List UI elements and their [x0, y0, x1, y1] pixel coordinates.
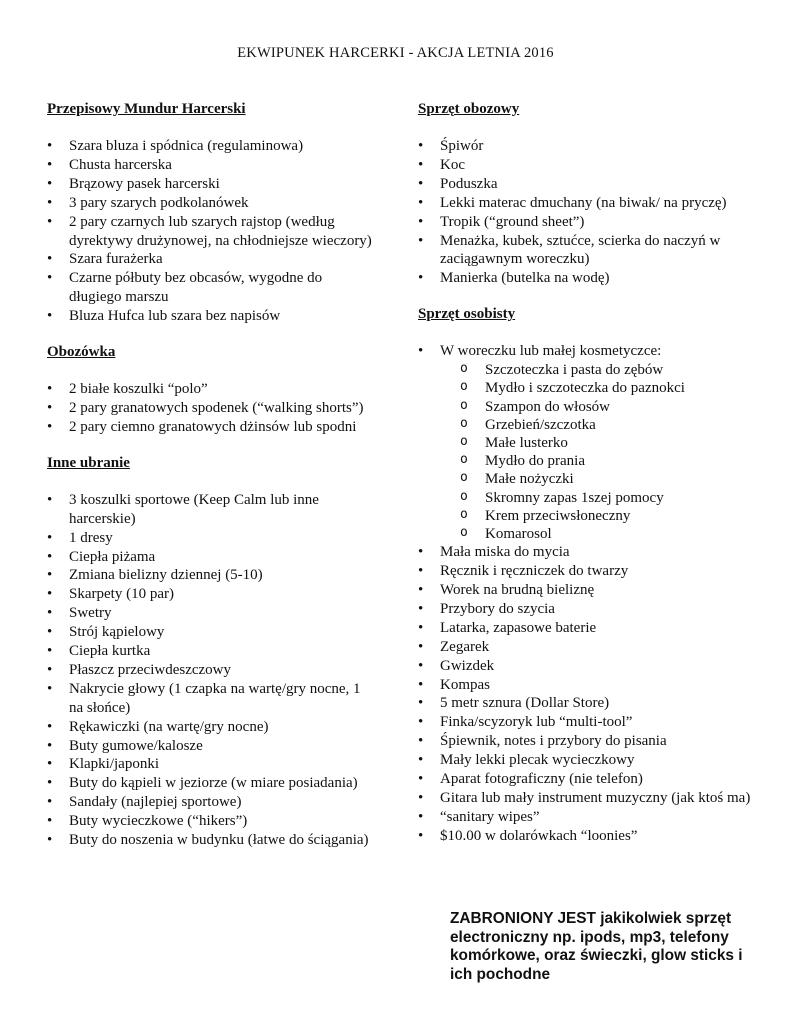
toiletry-sublist-wrap	[440, 361, 758, 543]
list-item: • Chusta harcerska	[47, 156, 377, 175]
obozowy-list	[418, 137, 758, 288]
list-item: • W woreczku lub małej kosmetyczce:	[418, 342, 758, 361]
list-item: • Sandały (najlepiej sportowe)	[47, 793, 377, 812]
list-item: • Strój kąpielowy	[47, 623, 377, 642]
sub-list-item: o Małe lusterko	[440, 434, 758, 452]
osobisty-list-continued	[418, 543, 758, 846]
list-item: • 3 koszulki sportowe (Keep Calm lub inne harcerskie)	[47, 491, 377, 529]
sub-list-item: o Szampon do włosów	[440, 398, 758, 416]
list-item: • Przybory do szycia	[418, 600, 758, 619]
list-item: • Skarpety (10 par)	[47, 585, 377, 604]
right-column	[418, 100, 758, 846]
inne-list	[47, 491, 377, 850]
list-item: • Szara bluza i spódnica (regulaminowa)	[47, 137, 377, 156]
list-item: • Śpiwór	[418, 137, 758, 156]
list-item: • Kompas	[418, 676, 758, 695]
mundur-list	[47, 137, 377, 326]
list-item: • 2 pary ciemno granatowych dżinsów lub spodni	[47, 418, 377, 437]
sub-list-item: o Mydło do prania	[440, 452, 758, 470]
list-item: • Buty wycieczkowe (“hikers”)	[47, 812, 377, 831]
list-item: • Latarka, zapasowe baterie	[418, 619, 758, 638]
list-item: • Bluza Hufca lub szara bez napisów	[47, 307, 377, 326]
list-item: • Rękawiczki (na wartę/gry nocne)	[47, 718, 377, 737]
list-item: • Mała miska do mycia	[418, 543, 758, 562]
section-heading-obozowy: Sprzęt obozowy	[418, 101, 520, 117]
list-item: • Buty do noszenia w budynku (łatwe do ściągania)	[47, 831, 377, 850]
list-item: • Finka/scyzoryk lub “multi-tool”	[418, 713, 758, 732]
list-item: • Menażka, kubek, sztućce, scierka do naczyń w zaciągawnym woreczku)	[418, 232, 758, 270]
list-item: • Swetry	[47, 604, 377, 623]
section-heading-inne: Inne ubranie	[47, 454, 130, 471]
list-item: • Lekki materac dmuchany (na biwak/ na pryczę)	[418, 194, 758, 213]
toiletry-sublist	[440, 361, 758, 543]
section-heading-obozowka: Obozówka	[47, 344, 116, 361]
sub-list-item: o Komarosol	[440, 525, 758, 543]
list-item: • Nakrycie głowy (1 czapka na wartę/gry nocne, 1 na słońce)	[47, 680, 377, 718]
list-item: • Koc	[418, 156, 758, 175]
electronics-ban-notice: ZABRONIONY JEST jakikolwiek sprzęt electroniczny np. ipods, mp3, telefony komórkowe, oraz świeczki, glow sticks i ich pochodne	[450, 910, 743, 983]
sub-list-item: o Krem przeciwsłoneczny	[440, 507, 758, 525]
list-item: • Zegarek	[418, 638, 758, 657]
list-item: • Ciepła kurtka	[47, 642, 377, 661]
list-item: • Tropik (“ground sheet”)	[418, 213, 758, 232]
list-item: • 2 pary czarnych lub szarych rajstop (według dyrektywy drużynowej, na chłodniejsze wieczory)	[47, 213, 377, 251]
sub-list-item: o Szczoteczka i pasta do zębów	[440, 361, 758, 379]
left-column	[47, 100, 377, 850]
list-item: • 1 dresy	[47, 529, 377, 548]
list-item: • Manierka (butelka na wodę)	[418, 269, 758, 288]
list-item: • Śpiewnik, notes i przybory do pisania	[418, 732, 758, 751]
list-item: • Ciepła piżama	[47, 548, 377, 567]
list-item: • Płaszcz przeciwdeszczowy	[47, 661, 377, 680]
list-item: • 2 pary granatowych spodenek (“walking shorts”)	[47, 399, 377, 418]
list-item: • Czarne półbuty bez obcasów, wygodne do długiego marszu	[47, 269, 377, 307]
list-item: • Ręcznik i ręczniczek do twarzy	[418, 562, 758, 581]
list-item: • Klapki/japonki	[47, 755, 377, 774]
list-item: • Aparat fotograficzny (nie telefon)	[418, 770, 758, 789]
section-heading-mundur: Przepisowy Mundur Harcerski	[47, 101, 246, 117]
list-item: • Mały lekki plecak wycieczkowy	[418, 751, 758, 770]
list-item: • Gwizdek	[418, 657, 758, 676]
sub-list-item: o Skromny zapas 1szej pomocy	[440, 489, 758, 507]
list-item: • Szara furażerka	[47, 250, 377, 269]
obozowka-list	[47, 380, 377, 437]
list-item: • 5 metr sznura (Dollar Store)	[418, 694, 758, 713]
list-item: • 3 pary szarych podkolanówek	[47, 194, 377, 213]
document-title: EKWIPUNEK HARCERKI - AKCJA LETNIA 2016	[237, 45, 554, 61]
list-item: • Worek na brudną bieliznę	[418, 581, 758, 600]
list-item: • Brązowy pasek harcerski	[47, 175, 377, 194]
sub-list-item: o Małe nożyczki	[440, 470, 758, 488]
list-item: • 2 białe koszulki “polo”	[47, 380, 377, 399]
list-item: • “sanitary wipes”	[418, 808, 758, 827]
list-item: • Buty do kąpieli w jeziorze (w miare posiadania)	[47, 774, 377, 793]
list-item: • Zmiana bielizny dziennej (5-10)	[47, 566, 377, 585]
section-heading-osobisty: Sprzęt osobisty	[418, 306, 516, 323]
list-item: • Buty gumowe/kalosze	[47, 737, 377, 756]
list-item: • Poduszka	[418, 175, 758, 194]
list-item: • Gitara lub mały instrument muzyczny (jak ktoś ma)	[418, 789, 758, 808]
sub-list-item: o Grzebień/szczotka	[440, 416, 758, 434]
osobisty-list	[418, 342, 758, 361]
sub-list-item: o Mydło i szczoteczka do paznokci	[440, 379, 758, 397]
list-item: • $10.00 w dolarówkach “loonies”	[418, 827, 758, 846]
